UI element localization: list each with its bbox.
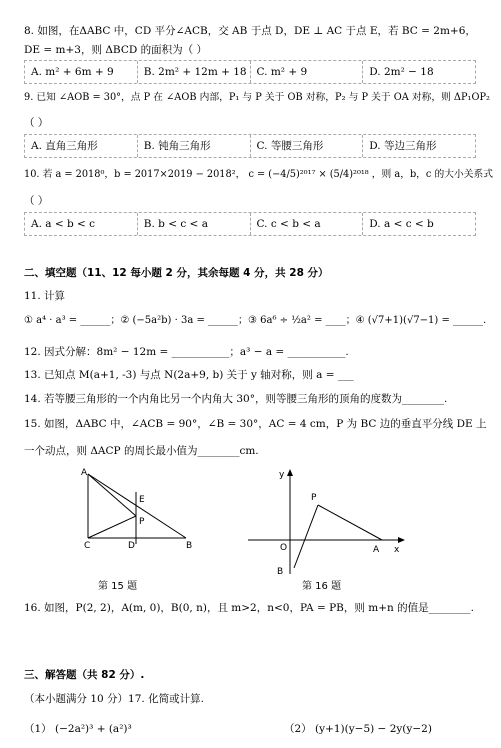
q11-title: 11. 计算 bbox=[24, 290, 66, 302]
q16: 16. 如图，P(2, 2)，A(m, 0)，B(0, n)，且 m>2，n<0，PA = PB，则 m+n 的值是________. bbox=[24, 602, 474, 614]
q8-option-b: B. 2m² + 12m + 18 bbox=[138, 61, 251, 83]
q10-line2: （ ） bbox=[24, 195, 49, 207]
q10-options bbox=[24, 212, 476, 236]
q15-line1: 15. 如图，ΔABC 中，∠ACB = 90°，∠B = 30°，AC = 4 cm，P 为 BC 边的垂直平分线 DE 上 bbox=[24, 418, 487, 430]
q8-option-a: A. m² + 6m + 9 bbox=[25, 61, 138, 83]
q10-option-d: D. a < c < b bbox=[369, 218, 434, 230]
fig15-label-e: E bbox=[139, 495, 145, 505]
fig15-label-b: B bbox=[186, 541, 193, 551]
q15-line2: 一个动点，则 ΔACP 的周长最小值为________cm. bbox=[24, 445, 259, 457]
fig16-y-arrow bbox=[287, 469, 293, 476]
fig15-label-a: A bbox=[81, 468, 88, 478]
fig16-segment-bp bbox=[294, 505, 318, 568]
figure-15 bbox=[74, 466, 204, 554]
fig16-label-y: y bbox=[279, 470, 285, 480]
fig15-side-ab bbox=[88, 474, 186, 538]
q17-part2: （2） (y+1)(y−5) − 2y(y−2) bbox=[284, 723, 432, 735]
fig16-segment-pa bbox=[318, 505, 382, 540]
q9-line1: 9. 已知 ∠AOB = 30°，点 P 在 ∠AOB 内部，P₁ 与 P 关于 OB 对称，P₂ 与 P 关于 OA 对称，则 ΔP₁OP₂ bbox=[24, 92, 490, 103]
fig16-label-o: O bbox=[280, 543, 288, 553]
q9-line2: （ ） bbox=[24, 117, 49, 129]
fig15-label-d: D bbox=[128, 541, 135, 551]
fig15-label-c: C bbox=[84, 541, 91, 551]
q8-option-c: C. m² + 9 bbox=[251, 61, 364, 83]
q10-line1: 10. 若 a = 2018⁰，b = 2017×2019 − 2018²， c = (−4/5)²⁰¹⁷ × (5/4)²⁰¹⁸ ，则 a，b，c 的大小关系式 bbox=[24, 169, 493, 180]
fig15-caption: 第 15 题 bbox=[98, 581, 138, 592]
q9-option-b: B. 钝角三角形 bbox=[138, 135, 251, 157]
fig15-segment-cp bbox=[88, 516, 136, 538]
q9-option-c: C. 等腰三角形 bbox=[251, 135, 364, 157]
fig16-label-p: P bbox=[311, 493, 317, 503]
q8-option-d: D. 2m² − 18 bbox=[369, 66, 434, 78]
q8-line2: DE = m+3，则 ΔBCD 的面积为（ ） bbox=[24, 44, 207, 56]
fig16-label-b: B bbox=[277, 567, 284, 577]
q11-line: ① a⁴ · a³ = ______；② (−5a²b) · 3a = ______；③ 6a⁶ ÷ ½a² = ____；④ (√7+1)(√7−1) = ______. bbox=[24, 315, 487, 326]
fig15-segment-ap bbox=[88, 474, 136, 516]
fig16-label-x: x bbox=[394, 545, 400, 555]
fig16-caption: 第 16 题 bbox=[302, 581, 342, 592]
q14: 14. 若等腰三角形的一个内角比另一个内角大 30°，则等腰三角形的顶角的度数为________. bbox=[24, 393, 448, 405]
section2-heading: 二、填空题（11、12 每小题 2 分，其余每题 4 分，共 28 分） bbox=[24, 267, 329, 279]
fig15-label-p: P bbox=[139, 517, 145, 527]
fig16-x-arrow bbox=[398, 537, 405, 543]
q17-part1: （1） (−2a²)³ + (a²)³ bbox=[24, 723, 132, 735]
q12: 12. 因式分解：8m² − 12m = ___________；a³ − a = ___________. bbox=[24, 346, 349, 358]
q9-option-d: D. 等边三角形 bbox=[369, 140, 437, 152]
q8-line1: 8. 如图，在ΔABC 中，CD 平分∠ACB，交 AB 于点 D，DE ⊥ AC 于点 E，若 BC = 2m+6， bbox=[24, 25, 476, 37]
q17-intro: （本小题满分 10 分）17. 化简或计算. bbox=[24, 693, 204, 705]
fig16-label-a: A bbox=[373, 545, 380, 555]
q8-options bbox=[24, 60, 476, 84]
section3-heading: 三、解答题（共 82 分）. bbox=[24, 669, 145, 681]
q10-option-c: C. c < b < a bbox=[251, 213, 364, 235]
q10-option-b: B. b < c < a bbox=[138, 213, 251, 235]
q9-options bbox=[24, 134, 476, 158]
figure-16 bbox=[240, 466, 410, 578]
q9-option-a: A. 直角三角形 bbox=[25, 135, 138, 157]
q10-option-a: A. a < b < c bbox=[25, 213, 138, 235]
q13: 13. 已知点 M(a+1, -3) 与点 N(2a+9, b) 关于 y 轴对称，则 a = ___ bbox=[24, 369, 354, 381]
